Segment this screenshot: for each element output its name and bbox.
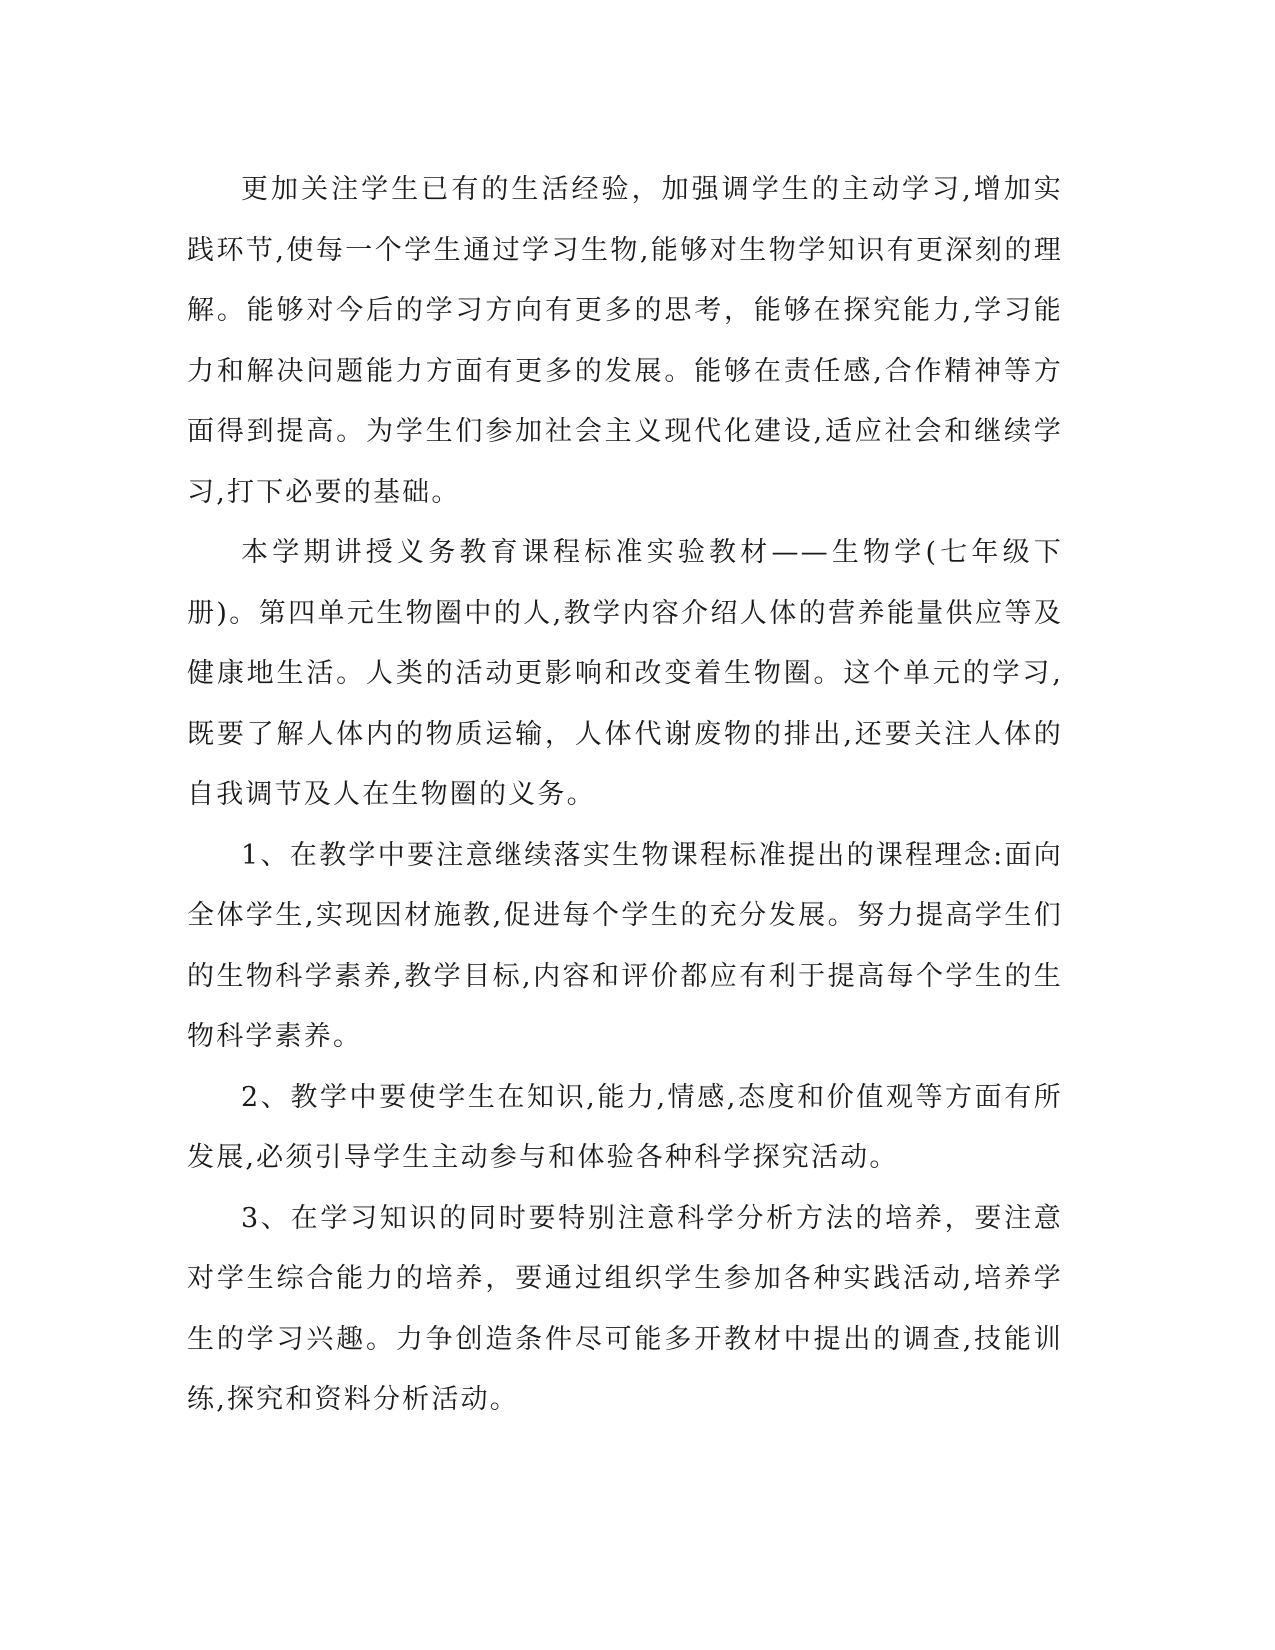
paragraph-point-3: 3、在学习知识的同时要特别注意科学分析方法的培养，要注意对学生综合能力的培养，要通过组织学生参加各种实践活动,培养学生的学习兴趣。力争创造条件尽可能多开教材中提出的调查,技能训练,探究和资料分析活动。 bbox=[187, 1202, 1063, 1415]
document-body bbox=[187, 160, 1063, 1431]
paragraph-goals: 更加关注学生已有的生活经验，加强调学生的主动学习,增加实践环节,使每一个学生通过学习生物,能够对生物学知识有更深刻的理解。能够对今后的学习方向有更多的思考，能够在探究能力,学习能力和解决问题能力方面有更多的发展。能够在责任感,合作精神等方面得到提高。为学生们参加社会主义现代化建设,适应社会和继续学习,打下必要的基础。 bbox=[187, 174, 1063, 508]
paragraph-semester-content: 本学期讲授义务教育课程标准实验教材——生物学(七年级下册)。第四单元生物圈中的人,教学内容介绍人体的营养能量供应等及健康地生活。人类的活动更影响和改变着生物圈。这个单元的学习,既要了解人体内的物质运输，人体代谢废物的排出,还要关注人体的自我调节及人在生物圈的义务。 bbox=[187, 537, 1063, 810]
paragraph-point-2: 2、教学中要使学生在知识,能力,情感,态度和价值观等方面有所发展,必须引导学生主动参与和体验各种科学探究活动。 bbox=[187, 1081, 1063, 1173]
paragraph-point-1: 1、在教学中要注意继续落实生物课程标准提出的课程理念:面向全体学生,实现因材施教,促进每个学生的充分发展。努力提高学生们的生物科学素养,教学目标,内容和评价都应有利于提高每个学生的生物科学素养。 bbox=[187, 839, 1063, 1052]
